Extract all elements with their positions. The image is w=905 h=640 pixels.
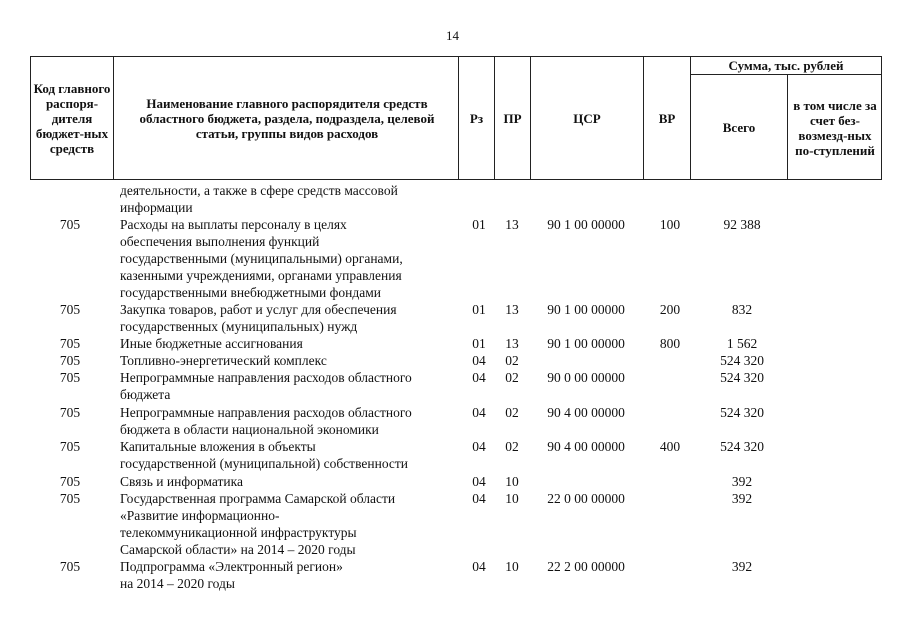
row-pr: 02 — [505, 370, 519, 385]
col-border — [113, 56, 114, 180]
row-code: 705 — [59, 353, 81, 368]
row-total: 392 — [731, 491, 753, 506]
row-code: 705 — [59, 439, 81, 454]
row-pr: 13 — [505, 302, 519, 317]
header-total: Всего — [722, 120, 756, 135]
row-pr: 10 — [505, 491, 519, 506]
row-total: 524 320 — [720, 439, 764, 454]
row-total: 92 388 — [723, 217, 761, 232]
row-name: деятельности, а также в сфере средств массовой информации — [120, 183, 398, 215]
row-total: 392 — [731, 474, 753, 489]
row-name: Иные бюджетные ассигнования — [120, 336, 303, 351]
row-code: 705 — [59, 491, 81, 506]
row-rz: 04 — [472, 491, 486, 506]
row-total: 392 — [731, 559, 753, 574]
page-number: 14 — [446, 28, 459, 43]
row-rz: 04 — [472, 405, 486, 420]
row-code: 705 — [59, 405, 81, 420]
row-pr: 02 — [505, 439, 519, 454]
header-vr: ВР — [658, 110, 676, 126]
header-sum: Сумма, тыс. рублей — [728, 58, 844, 73]
header-csr: ЦСР — [573, 110, 601, 126]
row-csr: 90 1 00 00000 — [547, 336, 625, 351]
row-name: Топливно-энергетический комплекс — [120, 353, 327, 368]
sum-split-line — [690, 74, 882, 75]
col-border — [30, 56, 31, 180]
row-code: 705 — [59, 302, 81, 317]
row-csr: 90 4 00 00000 — [547, 405, 625, 420]
col-border — [881, 56, 882, 180]
table-header — [30, 56, 882, 180]
row-vr: 400 — [659, 439, 681, 454]
row-csr: 90 4 00 00000 — [547, 439, 625, 454]
row-rz: 04 — [472, 474, 486, 489]
row-csr: 90 1 00 00000 — [547, 302, 625, 317]
header-code: Код главного распоря-дителя бюджет-ных средств — [33, 80, 111, 156]
row-rz: 04 — [472, 353, 486, 368]
row-total: 524 320 — [720, 353, 764, 368]
row-name: Связь и информатика — [120, 474, 243, 489]
row-csr: 22 0 00 00000 — [547, 491, 625, 506]
row-vr: 100 — [659, 217, 681, 232]
row-pr: 02 — [505, 353, 519, 368]
row-name: Подпрограмма «Электронный регион» на 2014 – 2020 годы — [120, 559, 343, 591]
row-name: Государственная программа Самарской области «Развитие информационно- телекоммуникационной инфраструктуры Самарской области» на 2014 – 2020 годы — [120, 491, 396, 557]
row-rz: 01 — [472, 336, 486, 351]
row-pr: 13 — [505, 217, 519, 232]
col-border — [787, 74, 788, 180]
header-pr: ПР — [503, 110, 522, 126]
row-total: 1 562 — [726, 336, 758, 351]
row-pr: 10 — [505, 559, 519, 574]
row-rz: 01 — [472, 217, 486, 232]
row-name: Непрограммные направления расходов областного бюджета — [120, 370, 412, 402]
row-vr: 200 — [659, 302, 681, 317]
header-rz: Рз — [469, 110, 484, 126]
header-bottom-border — [30, 179, 882, 180]
row-total: 524 320 — [720, 370, 764, 385]
row-csr: 22 2 00 00000 — [547, 559, 625, 574]
row-name: Непрограммные направления расходов областного бюджета в области национальной экономики — [120, 405, 412, 437]
header-name: Наименование главного распорядителя средств областного бюджета, раздела, подраздела, целевой статьи, группы видов расходов — [139, 95, 435, 141]
row-pr: 02 — [505, 405, 519, 420]
row-total: 524 320 — [720, 405, 764, 420]
row-code: 705 — [59, 559, 81, 574]
row-name: Капитальные вложения в объекты государственной (муниципальной) собственности — [120, 439, 409, 471]
row-total: 832 — [731, 302, 753, 317]
row-rz: 04 — [472, 559, 486, 574]
row-code: 705 — [59, 217, 81, 232]
row-name: Закупка товаров, работ и услуг для обеспечения государственных (муниципальных) нужд — [120, 302, 397, 334]
header-gratuitous: в том числе за счет без-возмезд-ных по-ступлений — [793, 97, 877, 158]
row-pr: 13 — [505, 336, 519, 351]
row-pr: 10 — [505, 474, 519, 489]
row-code: 705 — [59, 336, 81, 351]
row-rz: 01 — [472, 302, 486, 317]
row-rz: 04 — [472, 439, 486, 454]
row-vr: 800 — [659, 336, 681, 351]
row-code: 705 — [59, 370, 81, 385]
row-rz: 04 — [472, 370, 486, 385]
row-csr: 90 0 00 00000 — [547, 370, 625, 385]
row-csr: 90 1 00 00000 — [547, 217, 625, 232]
row-name: Расходы на выплаты персоналу в целях обеспечения выполнения функций государственными (муниципальными) органами, казенными учреждениями, органами управления государственными внебюджетными фондами — [120, 217, 403, 300]
row-code: 705 — [59, 474, 81, 489]
